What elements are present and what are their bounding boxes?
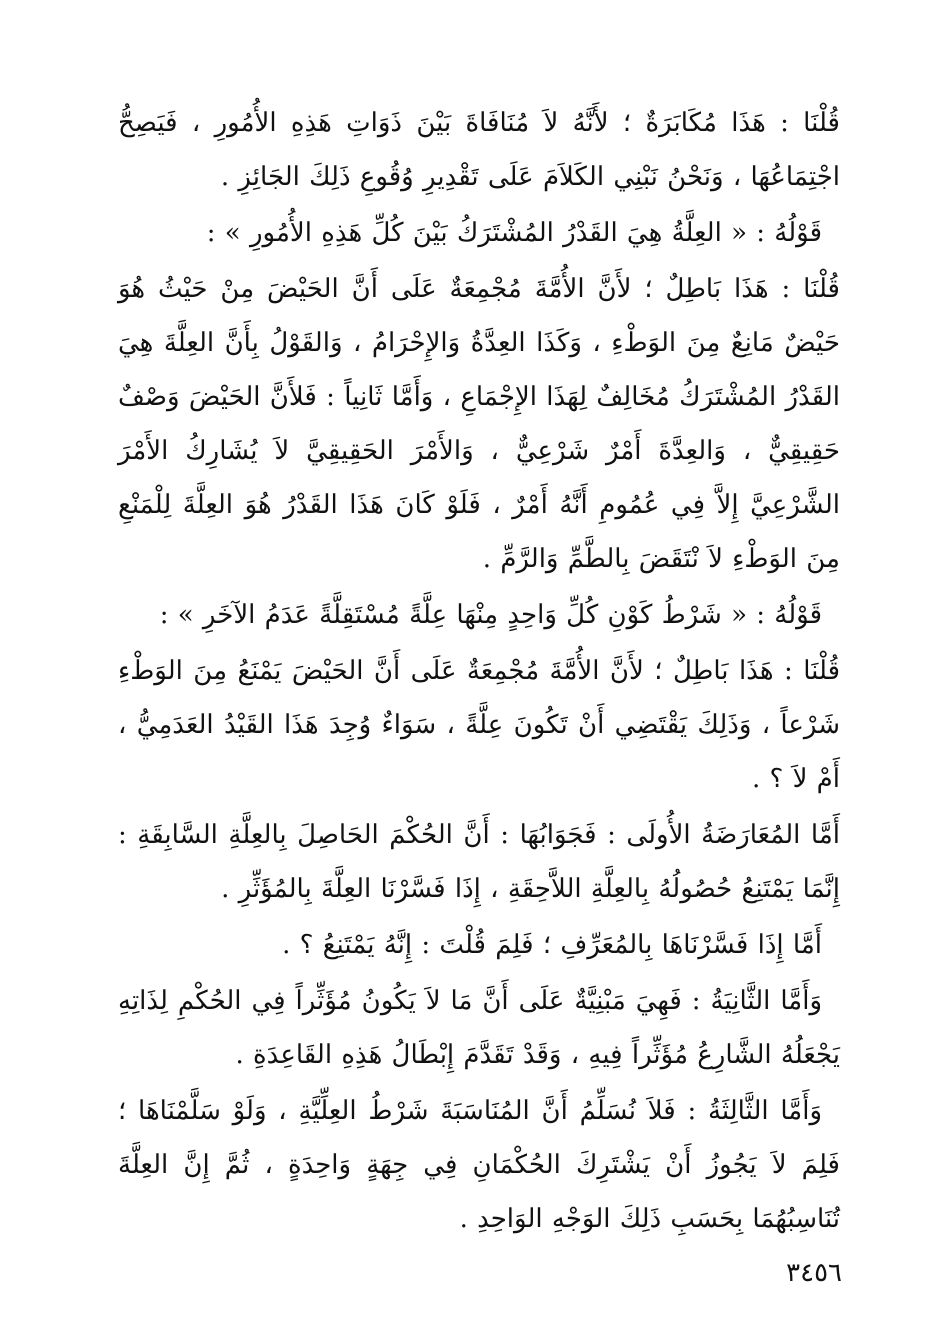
- paragraph-5: قُلْنَا : هَذَا بَاطِلٌ ؛ لأَنَّ الأُمَّةَ مُجْمِعَةٌ عَلَى أَنَّ الحَيْضَ يَمْنَعُ مِنَ الوَطْءِ شَرْعاً ، وَذَلِكَ يَقْتَضِي أَنْ تَكُونَ عِلَّةً ، سَوَاءٌ وُجِدَ هَذَا القَيْدُ العَدَمِيُّ ، أَمْ لاَ ؟ .: [118, 656, 840, 794]
- paragraph-2: قَوْلُهُ : « العِلَّةُ هِيَ القَدْرُ المُشْتَرَكُ بَيْنَ كُلِّ هَذِهِ الأُمُورِ » :: [206, 218, 822, 248]
- paragraph-9: وَأَمَّا الثَّالِثَةُ : فَلاَ نُسَلِّمُ أَنَّ المُنَاسَبَةَ شَرْطُ العِلِّيَّةِ ، وَلَوْ سَلَّمْنَاهَا ؛ فَلِمَ لاَ يَجُوزُ أَنْ يَشْتَرِكَ الحُكْمَانِ فِي جِهَةٍ وَاحِدَةٍ ، ثُمَّ إِنَّ العِلَّةَ تُنَاسِبُهُمَا بِحَسَبِ ذَلِكَ الوَجْهِ الوَاحِدِ .: [118, 1096, 840, 1234]
- paragraph-4: قَوْلُهُ : « شَرْطُ كَوْنِ كُلِّ وَاحِدٍ مِنْهَا عِلَّةً مُسْتَقِلَّةً عَدَمُ الآخَرِ » :: [159, 600, 822, 630]
- page-body: [118, 96, 840, 1248]
- paragraph-6: أَمَّا المُعَارَضَةُ الأُولَى : فَجَوَابُهَا : أَنَّ الحُكْمَ الحَاصِلَ بِالعِلَّةِ السَّابِقَةِ : إِنَّمَا يَمْتَنِعُ حُصُولُهُ بِالعِلَّةِ اللاَّحِقَةِ ، إِذَا فَسَّرْنَا العِلَّةَ بِالمُؤَثِّرِ .: [118, 820, 840, 904]
- paragraph-7: أَمَّا إِذَا فَسَّرْنَاهَا بِالمُعَرِّفِ ؛ فَلِمَ قُلْتَ : إِنَّهُ يَمْتَنِعُ ؟ .: [282, 930, 822, 960]
- paragraph-1: قُلْنَا : هَذَا مُكَابَرَةٌ ؛ لأَنَّهُ لاَ مُنَافَاةَ بَيْنَ ذَوَاتِ هَذِهِ الأُمُورِ ، فَيَصِحُّ اجْتِمَاعُهَا ، وَنَحْنُ نَبْنِي الكَلاَمَ عَلَى تَقْدِيرِ وُقُوعِ ذَلِكَ الجَائِزِ .: [118, 108, 840, 192]
- paragraph-3: قُلْنَا : هَذَا بَاطِلٌ ؛ لأَنَّ الأُمَّةَ مُجْمِعَةٌ عَلَى أَنَّ الحَيْضَ مِنْ حَيْثُ هُوَ حَيْضٌ مَانِعٌ مِنَ الوَطْءِ ، وَكَذَا العِدَّةُ وَالإِحْرَامُ ، وَالقَوْلُ بِأَنَّ العِلَّةَ هِيَ القَدْرُ المُشْتَرَكُ مُخَالِفٌ لِهَذَا الإِجْمَاعِ ، وَأَمَّا ثَانِياً : فَلأَنَّ الحَيْضَ وَصْفٌ حَقِيقِيٌّ ، وَالعِدَّةَ أَمْرٌ شَرْعِيٌّ ، وَالأَمْرَ الحَقِيقِيَّ لاَ يُشَارِكُ الأَمْرَ الشَّرْعِيَّ إِلاَّ فِي عُمُومِ أَنَّهُ أَمْرٌ ، فَلَوْ كَانَ هَذَا القَدْرُ هُوَ العِلَّةَ لِلْمَنْعِ مِنَ الوَطْءِ لاَ نْتَقَضَ بِالطَّمِّ وَالرَّمِّ .: [118, 274, 840, 574]
- page-number: ٣٤٥٦: [786, 1258, 842, 1288]
- paragraph-8: وَأَمَّا الثَّانِيَةُ : فَهِيَ مَبْنِيَّةٌ عَلَى أَنَّ مَا لاَ يَكُونُ مُؤَثِّراً فِي الحُكْمِ لِذَاتِهِ يَجْعَلُهُ الشَّارِعُ مُؤَثِّراً فِيهِ ، وَقَدْ تَقَدَّمَ إِبْطَالُ هَذِهِ القَاعِدَةِ .: [118, 986, 840, 1070]
